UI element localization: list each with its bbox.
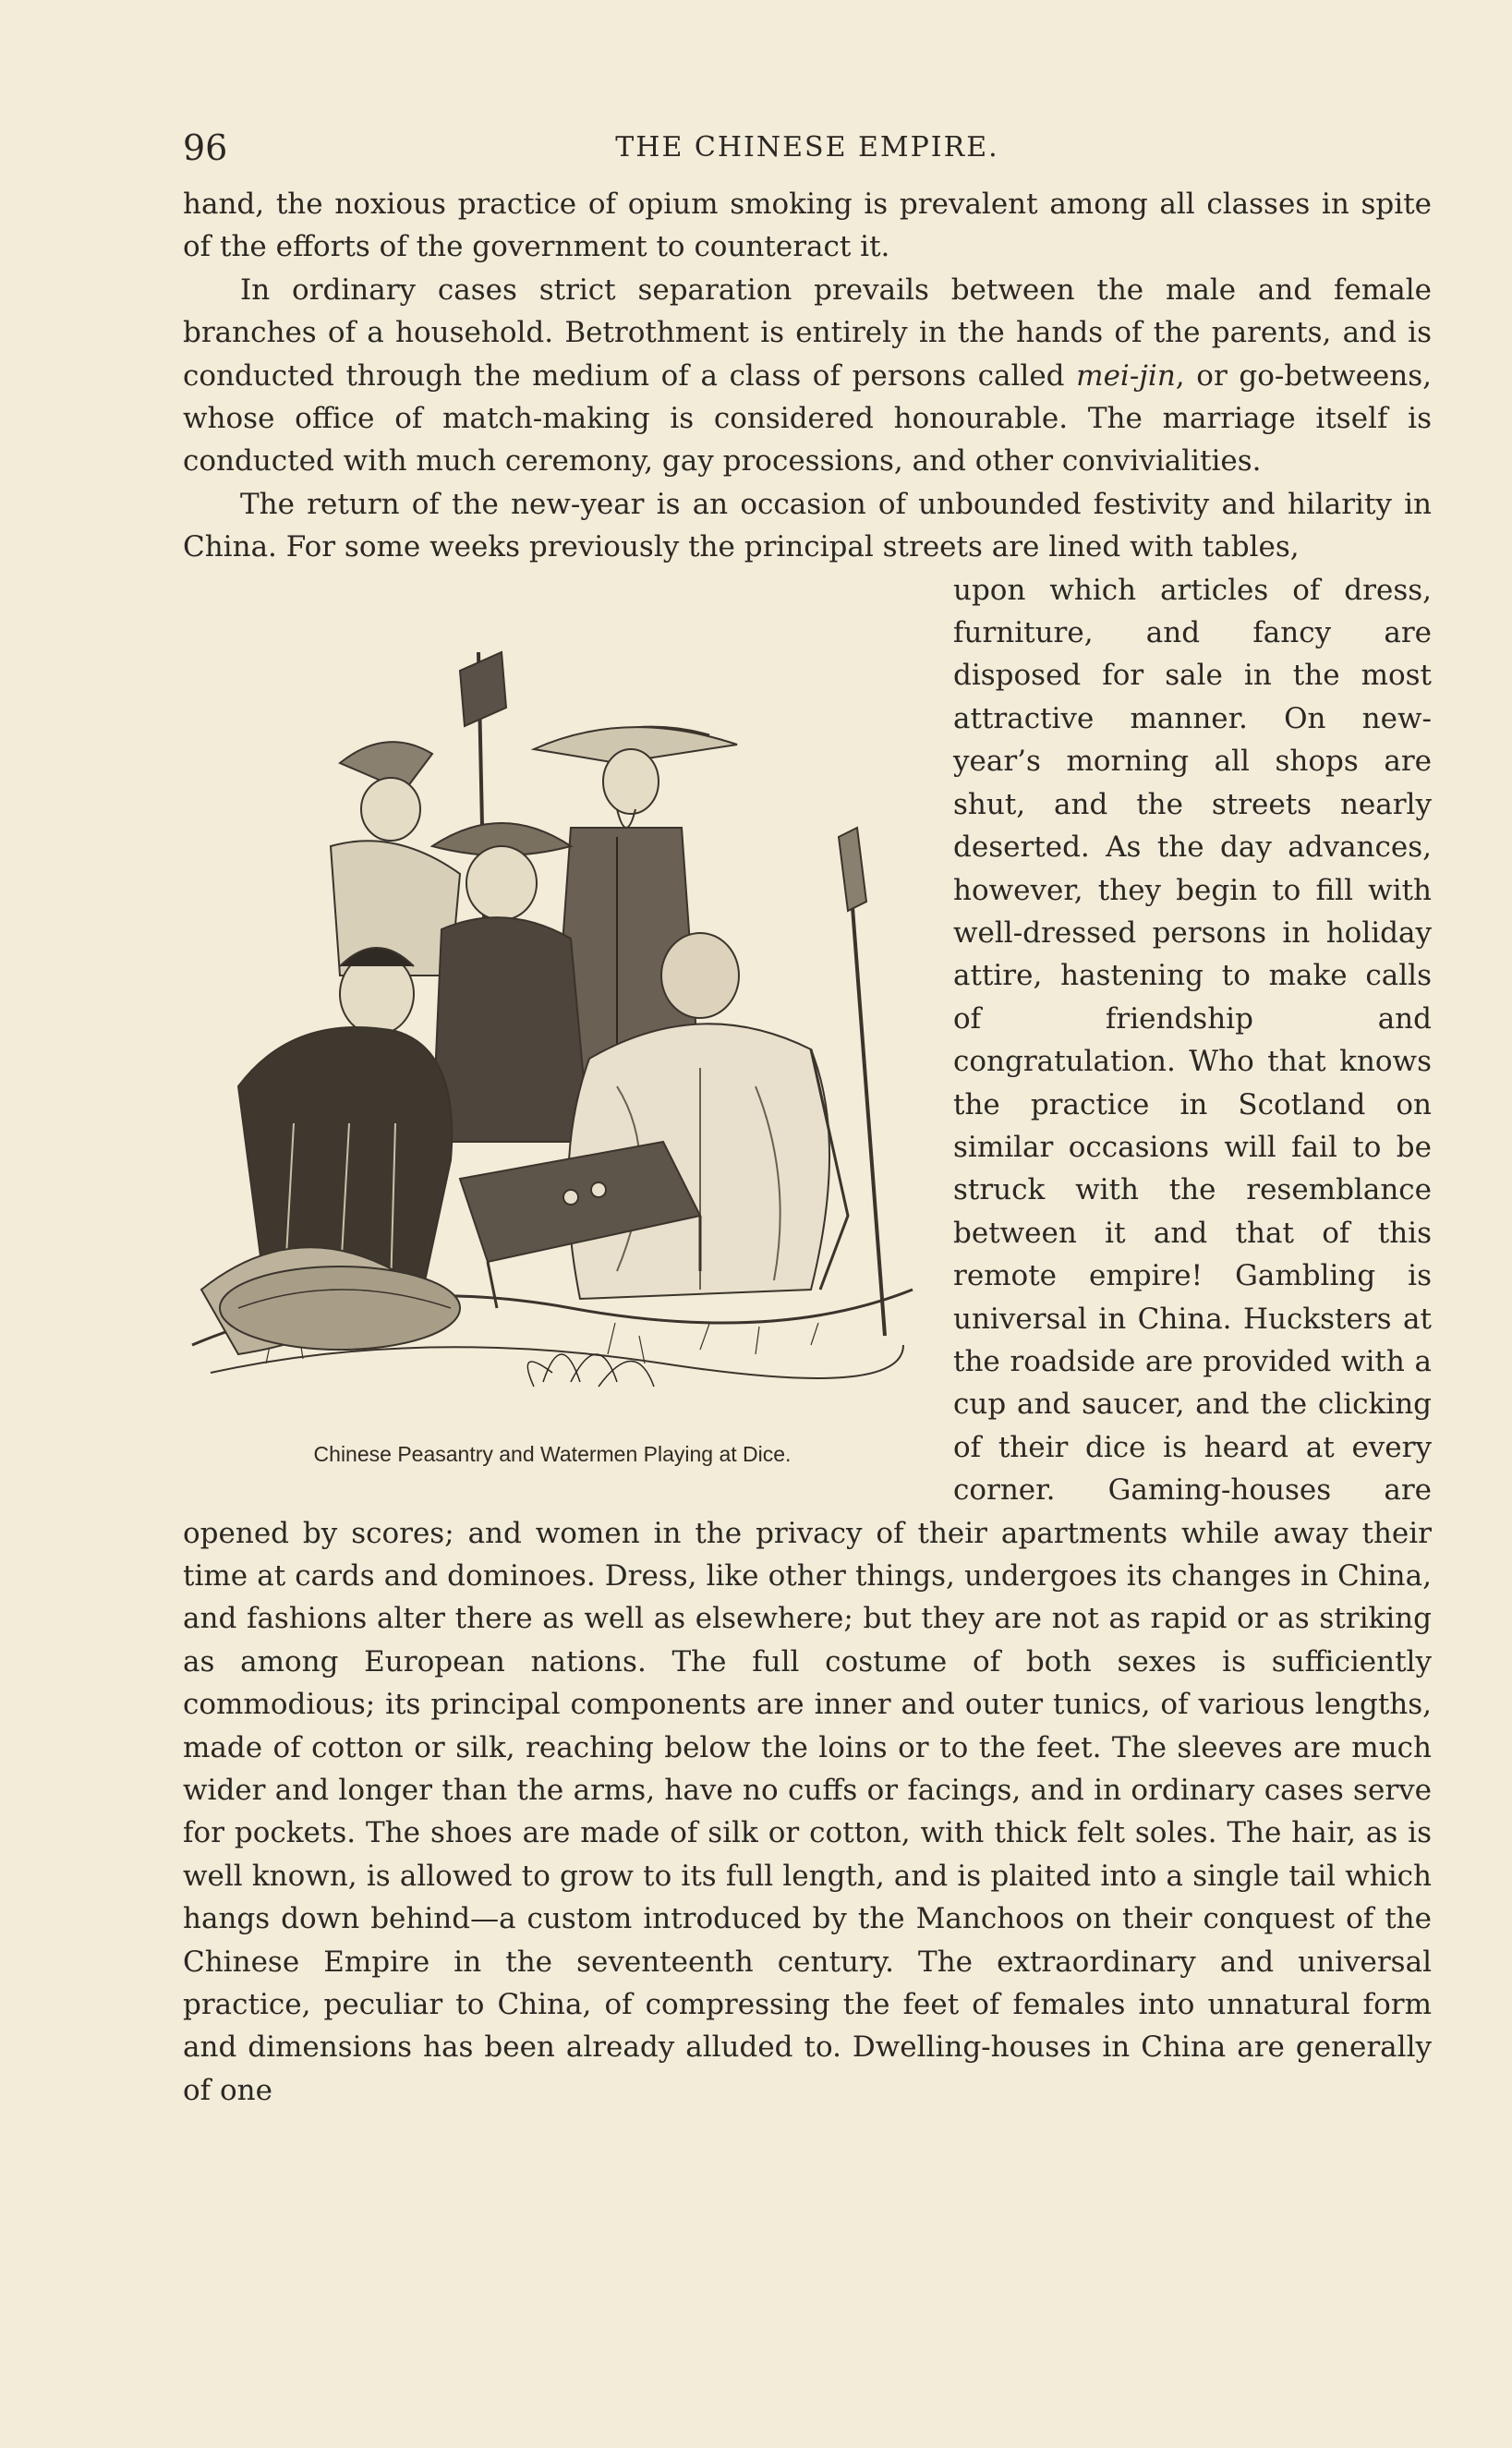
paragraph-2 xyxy=(183,269,1432,483)
page-number: 96 xyxy=(183,127,228,168)
paragraph-3-intro: The return of the new-year is an occasion of unbounded festivity and hilarity in China. For some weeks previously the principal streets are lined with tables, xyxy=(183,487,1432,564)
page-header xyxy=(183,127,1432,172)
dice-players-illustration xyxy=(183,569,922,1437)
term-mei-jin: mei-jin xyxy=(1076,358,1176,393)
paragraph-3-continued: upon which articles of dress, furniture, and fancy are disposed for sale in the most attractive manner. On new-year’s morning all shops are shut, and the streets nearly deserted. As the day advances, however, they begin to fill with well-dressed persons in holiday attire, hastening to make calls of friendship and congratulation. Who that knows the practice in Scotland on similar occasions will fail to be struck with the resemblance between it and that of this remote empire! Gambling is universal in China. Hucksters at the roadside are provided with a cup and saucer, and the clicking of their dice is heard at every corner. Gaming-houses are opened by scores; and women in the privacy of their apartments while away their time at cards and dominoes. Dress, like other things, undergoes its changes in China, and fashions alter there as well as elsewhere; but they are not as rapid or as striking as among European nations. The full costume of both sexes is sufficiently commodious; its principal components are inner and outer tunics, of various lengths, made of cotton or silk, reaching below the loins or to the feet. The sleeves are much wider and longer than the arms, have no cuffs or facings, and in ordinary cases serve for pockets. The shoes are made of silk or cotton, with thick felt soles. The hair, as is well known, is allowed to grow to its full length, and is plaited into a single tail which hangs down behind—a custom introduced by the Manchoos on their conquest of the Chinese Empire in the seventeenth century. The extraordinary and universal practice, peculiar to China, of compressing the feet of females into unnatural form and dimensions has been already alluded to. Dwelling-houses in China are generally of one xyxy=(183,573,1432,2107)
paragraph-1: hand, the noxious practice of opium smoking is prevalent among all classes in spite of the efforts of the government to counteract it. xyxy=(183,188,1432,264)
paragraph-2-part-a: In ordinary cases strict separation prevails between the male and female branches of a household. Betrothment is entirely in the hands of the parents, and is conducted through the medium of a class of persons called xyxy=(183,273,1432,393)
paragraph-2-part-b: , or go-betweens, whose office of match-making is considered honourable. The marriage itself is conducted with much ceremony, gay processions, and other convivialities. xyxy=(183,358,1432,479)
figure xyxy=(183,569,922,1493)
running-title: THE CHINESE EMPIRE. xyxy=(615,131,999,164)
body-text xyxy=(183,183,1432,2112)
figure-caption: Chinese Peasantry and Watermen Playing at Dice. xyxy=(313,1441,792,1466)
